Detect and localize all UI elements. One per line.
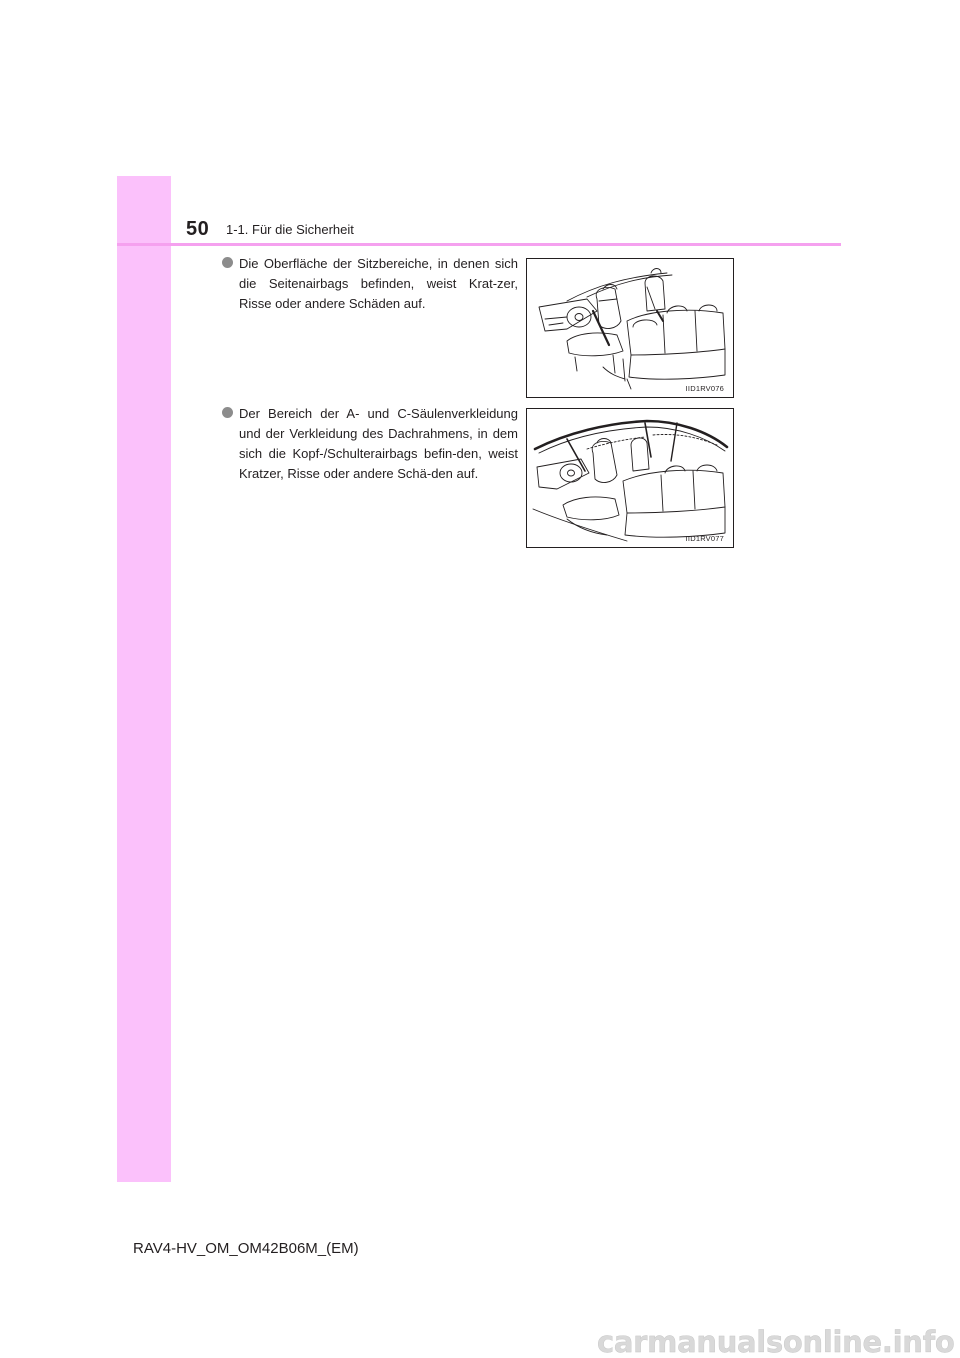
page-number: 50 [186,218,210,240]
list-item-text: Die Oberfläche der Sitzbereiche, in denen sich die Seitenairbags befinden, weist Krat-zer, Risse oder andere Schäden auf. [239,256,518,311]
header-divider [117,243,841,246]
seat-side-airbag-illustration [526,258,734,398]
list-item [222,254,518,314]
list-item-text: Der Bereich der A- und C-Säulenverkleidung und der Verkleidung des Dachrahmens, in dem sich die Kopf-/Schulterairbags befin-den, weist Kratzer, Risse oder andere Schä-den auf. [239,406,518,481]
bullet-icon [222,257,233,268]
watermark-logo [595,1322,960,1358]
figure-code: IID1RV077 [685,534,724,543]
car-interior-seats-icon [527,259,733,397]
svg-text:carmanualsonline.info: carmanualsonline.info [597,1325,955,1358]
car-interior-pillars-icon [527,409,733,547]
bullet-icon [222,407,233,418]
section-title: 1-1. Für die Sicherheit [226,222,354,237]
figure-code: IID1RV076 [685,384,724,393]
manual-code: RAV4-HV_OM_OM42B06M_(EM) [133,1240,359,1257]
list-item [222,404,518,484]
curtain-airbag-illustration [526,408,734,548]
chapter-sidebar-tab [117,176,171,1182]
watermark-icon [595,1322,960,1358]
